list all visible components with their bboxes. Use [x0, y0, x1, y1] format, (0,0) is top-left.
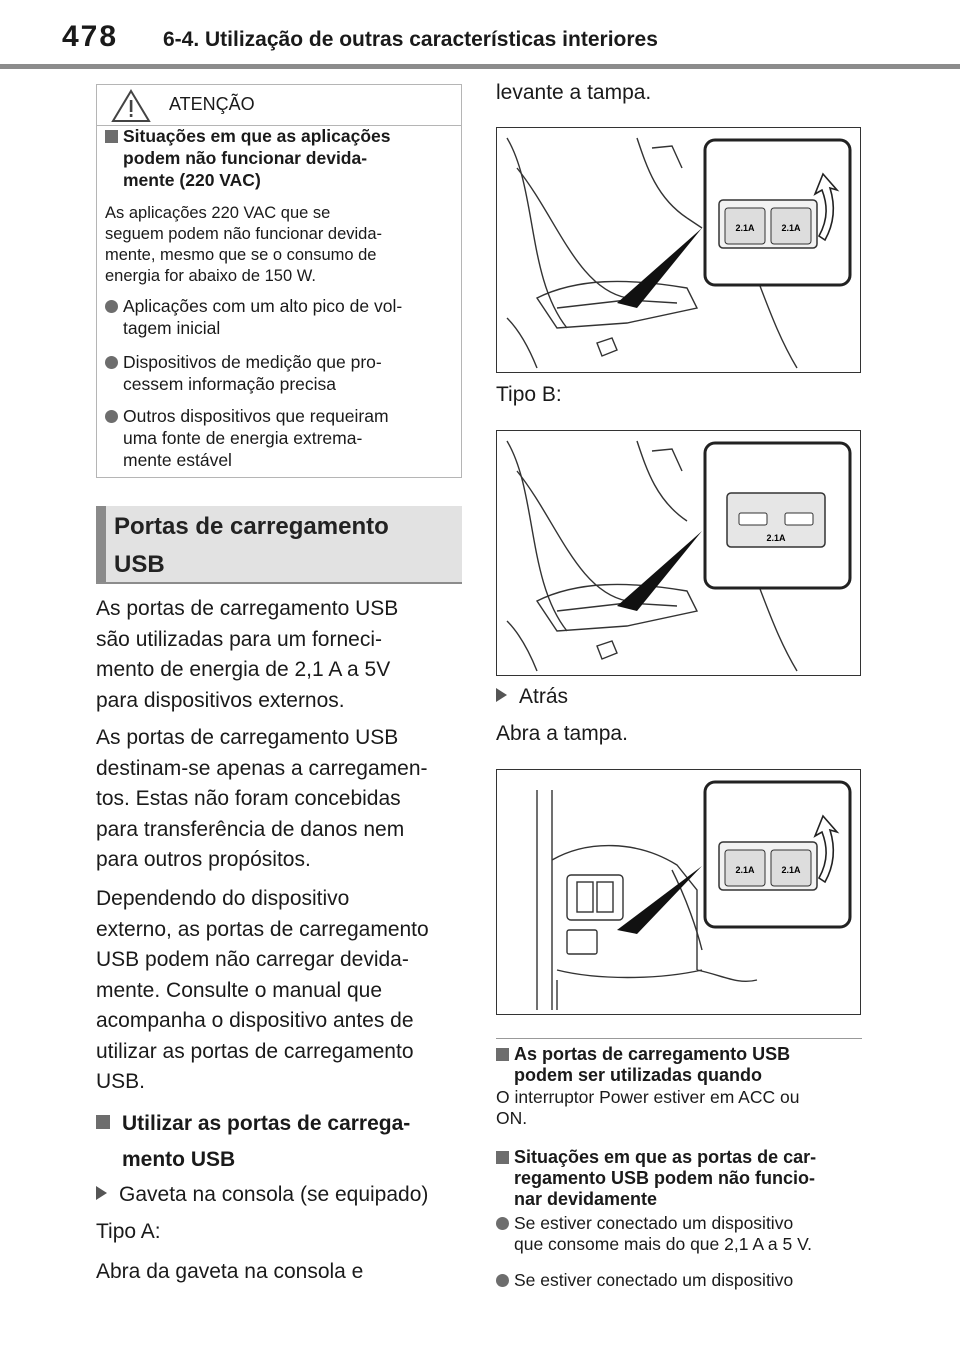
note-may-not-work: Situações em que as portas de car- regamento USB podem não funcio- nar devidamente: [496, 1147, 816, 1210]
section-title: 6-4. Utilização de outras características interiores: [163, 28, 658, 51]
bullet-dot-icon: [105, 356, 118, 369]
port-label: 2.1A: [766, 533, 786, 543]
note-bullet: Se estiver conectado um dispositivo: [496, 1270, 793, 1291]
paragraph-usb-purpose: As portas de carregamento USB destinam-se apenas a carregamen- tos. Estas não foram concebidas para transferência de danos nem para outros propósitos.: [96, 726, 428, 871]
triangle-bullet-icon: [496, 688, 507, 702]
caution-bullet: Aplicações com um alto pico de vol- tagem inicial: [105, 295, 402, 339]
bullet-dot-icon: [105, 300, 118, 313]
caution-subheading: Situações em que as aplicações podem não funcionar devida- mente (220 VAC): [105, 125, 391, 191]
subheading-using-ports: Utilizar as portas de carrega- mento USB: [96, 1108, 410, 1176]
item-console-drawer: Gaveta na consola (se equipado): [96, 1180, 428, 1211]
figure-console-type-b: [496, 430, 861, 676]
item-rear: Atrás: [496, 682, 568, 713]
note-usable-when: As portas de carregamento USB podem ser utilizadas quando: [496, 1044, 790, 1086]
warning-icon: [111, 89, 151, 123]
port-label: 2.1A: [735, 865, 755, 875]
bullet-dot-icon: [105, 410, 118, 423]
note-bullet: Se estiver conectado um dispositivo que consome mais do que 2,1 A a 5 V.: [496, 1213, 812, 1255]
caution-box: [96, 84, 462, 478]
paragraph-usb-intro: As portas de carregamento USB são utilizadas para um forneci- mento de energia de 2,1 A a 5V para dispositivos externos.: [96, 597, 399, 712]
square-bullet-icon: [496, 1151, 509, 1164]
square-bullet-icon: [105, 130, 118, 143]
caution-title: ATENÇÃO: [169, 94, 255, 114]
port-label: 2.1A: [781, 223, 801, 233]
caution-intro: As aplicações 220 VAC que se seguem podem não funcionar devida- mente, mesmo que se o consumo de energia for abaixo de 150 W.: [105, 204, 383, 285]
caution-bullet: Outros dispositivos que requeiram uma fonte de energia extrema- mente estável: [105, 405, 389, 471]
instruction-lift-lid: levante a tampa.: [496, 81, 652, 104]
square-bullet-icon: [496, 1048, 509, 1061]
figure-rear-ports: [496, 769, 861, 1015]
note-usable-text: O interruptor Power estiver em ACC ou ON.: [496, 1087, 800, 1128]
header-rule: [0, 64, 960, 69]
bullet-dot-icon: [496, 1217, 509, 1230]
instruction-open-console: Abra da gaveta na consola e: [96, 1260, 364, 1283]
notes-divider: [496, 1038, 862, 1039]
label-type-b: Tipo B:: [496, 383, 562, 406]
port-label: 2.1A: [781, 865, 801, 875]
square-bullet-icon: [96, 1115, 110, 1129]
figure-console-type-a: [496, 127, 861, 373]
paragraph-usb-device: Dependendo do dispositivo externo, as portas de carregamento USB podem não carregar devida- mente. Consulte o manual que acompanha o dispositivo antes de utilizar as portas de carregamento USB.: [96, 887, 429, 1093]
section-heading: Portas de carregamento USB: [114, 513, 389, 578]
port-label: 2.1A: [735, 223, 755, 233]
page-number: 478: [62, 20, 119, 53]
section-banner: [96, 506, 462, 584]
caution-bullet: Dispositivos de medição que pro- cessem informação precisa: [105, 351, 382, 395]
bullet-dot-icon: [496, 1274, 509, 1287]
label-type-a: Tipo A:: [96, 1220, 161, 1243]
triangle-bullet-icon: [96, 1186, 107, 1200]
caution-header: [97, 85, 461, 126]
instruction-open-cover: Abra a tampa.: [496, 722, 628, 745]
